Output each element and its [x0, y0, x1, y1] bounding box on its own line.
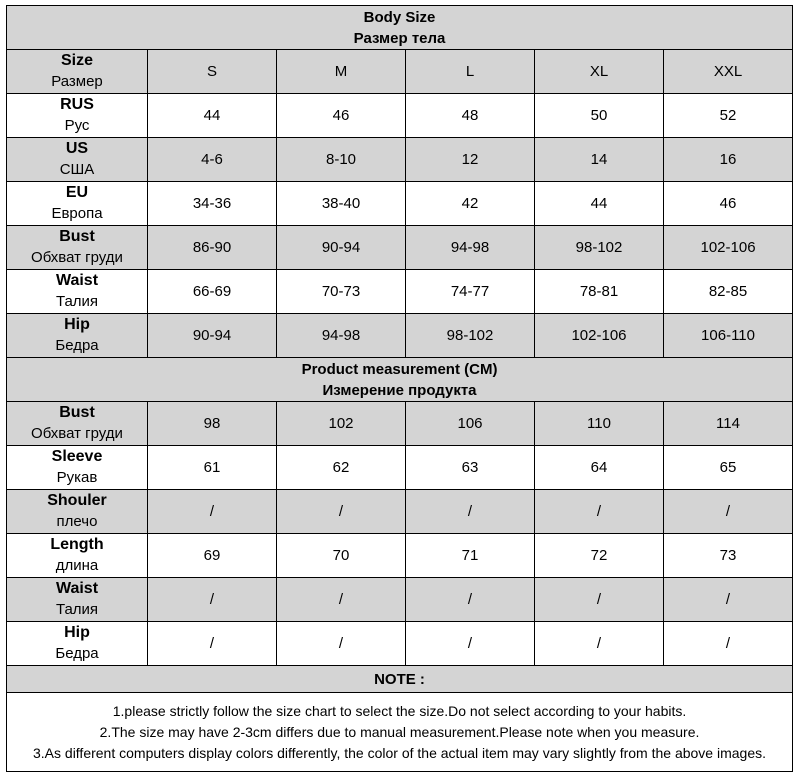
table-cell: 14 — [535, 138, 664, 182]
row-label — [7, 50, 148, 94]
table-cell: 102 — [277, 402, 406, 446]
row-label-en: Waist — [55, 272, 99, 289]
table-cell: 98-102 — [406, 314, 535, 358]
table-cell: / — [535, 622, 664, 666]
table-cell: 42 — [406, 182, 535, 226]
table-cell: 12 — [406, 138, 535, 182]
row-label-en: EU — [65, 184, 89, 201]
table-cell: 66-69 — [148, 270, 277, 314]
row-label — [7, 138, 148, 182]
note-title: NOTE : — [7, 666, 793, 693]
table-cell: 70-73 — [277, 270, 406, 314]
size-table — [6, 5, 793, 772]
table-row — [7, 534, 793, 578]
table-cell: 94-98 — [406, 226, 535, 270]
table-cell: 94-98 — [277, 314, 406, 358]
table-cell: 72 — [535, 534, 664, 578]
table-cell: 73 — [664, 534, 793, 578]
product-title-ru: Измерение продукта — [322, 381, 477, 399]
product-title — [7, 358, 793, 402]
row-label — [7, 402, 148, 446]
table-cell: 114 — [664, 402, 793, 446]
row-label-ru: Талия — [55, 601, 99, 618]
row-label-ru: Талия — [55, 293, 99, 310]
note-row — [7, 693, 793, 772]
size-col-header: XXL — [664, 50, 793, 94]
table-cell: 65 — [664, 446, 793, 490]
row-label-ru: Европа — [51, 205, 103, 222]
table-cell: 86-90 — [148, 226, 277, 270]
table-row — [7, 226, 793, 270]
table-cell: 90-94 — [277, 226, 406, 270]
row-label-en: US — [65, 140, 89, 157]
row-label-en: Waist — [55, 580, 99, 597]
table-cell: 46 — [664, 182, 793, 226]
row-label-en: Shouler — [47, 492, 107, 509]
row-label — [7, 226, 148, 270]
note-title-row — [7, 666, 793, 693]
note-line: 3.As different computers display colors differently, the color of the actual item may vary slightly from the above images. — [33, 745, 767, 761]
table-row — [7, 314, 793, 358]
row-label-en: Length — [50, 536, 104, 553]
table-cell: 34-36 — [148, 182, 277, 226]
table-cell: 62 — [277, 446, 406, 490]
table-row — [7, 270, 793, 314]
table-cell: 44 — [535, 182, 664, 226]
table-cell: 106 — [406, 402, 535, 446]
table-cell: / — [664, 578, 793, 622]
table-cell: 74-77 — [406, 270, 535, 314]
table-cell: / — [406, 578, 535, 622]
table-cell: / — [664, 490, 793, 534]
table-cell: / — [148, 490, 277, 534]
table-row — [7, 402, 793, 446]
table-cell: / — [148, 622, 277, 666]
size-chart — [6, 5, 792, 772]
row-label-ru: Бедра — [55, 337, 99, 354]
row-label — [7, 314, 148, 358]
size-col-header: M — [277, 50, 406, 94]
table-cell: 63 — [406, 446, 535, 490]
note-body — [7, 693, 793, 772]
row-label-ru: плечо — [56, 513, 98, 530]
row-label-ru: США — [59, 161, 95, 178]
table-cell: / — [406, 622, 535, 666]
table-row — [7, 578, 793, 622]
table-cell: 52 — [664, 94, 793, 138]
table-cell: 4-6 — [148, 138, 277, 182]
table-cell: / — [277, 578, 406, 622]
table-cell: / — [535, 490, 664, 534]
row-label-en: RUS — [60, 96, 94, 113]
size-header-row — [7, 50, 793, 94]
row-label — [7, 270, 148, 314]
table-cell: 48 — [406, 94, 535, 138]
table-cell: 44 — [148, 94, 277, 138]
table-row — [7, 622, 793, 666]
table-cell: 71 — [406, 534, 535, 578]
row-label-ru: Бедра — [55, 645, 99, 662]
table-cell: 50 — [535, 94, 664, 138]
row-label-ru: длина — [55, 557, 99, 574]
table-row — [7, 94, 793, 138]
row-label-ru: Обхват груди — [31, 249, 123, 266]
table-cell: / — [148, 578, 277, 622]
table-cell: 78-81 — [535, 270, 664, 314]
row-label-en: Hip — [64, 316, 90, 333]
row-label — [7, 534, 148, 578]
table-cell: 61 — [148, 446, 277, 490]
table-cell: 64 — [535, 446, 664, 490]
note-line: 2.The size may have 2-3cm differs due to manual measurement.Please note when you measure. — [99, 724, 700, 740]
table-row — [7, 138, 793, 182]
size-col-header: XL — [535, 50, 664, 94]
body-size-title — [7, 6, 793, 50]
note-line: 1.please strictly follow the size chart to select the size.Do not select according to your habits. — [112, 703, 687, 719]
row-label-en: Size — [60, 52, 93, 69]
body-size-title-ru: Размер тела — [353, 29, 446, 47]
table-row — [7, 182, 793, 226]
row-label-en: Bust — [59, 404, 95, 421]
table-cell: 69 — [148, 534, 277, 578]
row-label-ru: Размер — [51, 73, 103, 90]
row-label — [7, 622, 148, 666]
row-label-en: Bust — [59, 228, 95, 245]
body-size-title-row — [7, 6, 793, 50]
size-col-header: L — [406, 50, 535, 94]
row-label-ru: Обхват груди — [31, 425, 123, 442]
row-label — [7, 182, 148, 226]
table-row — [7, 490, 793, 534]
table-cell: 98-102 — [535, 226, 664, 270]
row-label — [7, 490, 148, 534]
table-cell: 16 — [664, 138, 793, 182]
table-cell: / — [664, 622, 793, 666]
row-label-ru: Рукав — [56, 469, 98, 486]
table-cell: 46 — [277, 94, 406, 138]
product-title-row — [7, 358, 793, 402]
size-col-header: S — [148, 50, 277, 94]
table-cell: 102-106 — [535, 314, 664, 358]
table-cell: / — [277, 622, 406, 666]
table-cell: / — [406, 490, 535, 534]
table-cell: / — [535, 578, 664, 622]
product-title-en: Product measurement (CM) — [301, 360, 498, 378]
body-size-title-en: Body Size — [363, 8, 436, 26]
row-label — [7, 94, 148, 138]
row-label-en: Hip — [64, 624, 90, 641]
table-cell: 8-10 — [277, 138, 406, 182]
table-cell: 90-94 — [148, 314, 277, 358]
row-label-en: Sleeve — [51, 448, 103, 465]
table-cell: 98 — [148, 402, 277, 446]
row-label — [7, 578, 148, 622]
table-row — [7, 446, 793, 490]
table-cell: 110 — [535, 402, 664, 446]
table-cell: 82-85 — [664, 270, 793, 314]
table-cell: 38-40 — [277, 182, 406, 226]
table-cell: 106-110 — [664, 314, 793, 358]
table-cell: 70 — [277, 534, 406, 578]
row-label — [7, 446, 148, 490]
table-cell: 102-106 — [664, 226, 793, 270]
row-label-ru: Рус — [64, 117, 90, 134]
table-cell: / — [277, 490, 406, 534]
